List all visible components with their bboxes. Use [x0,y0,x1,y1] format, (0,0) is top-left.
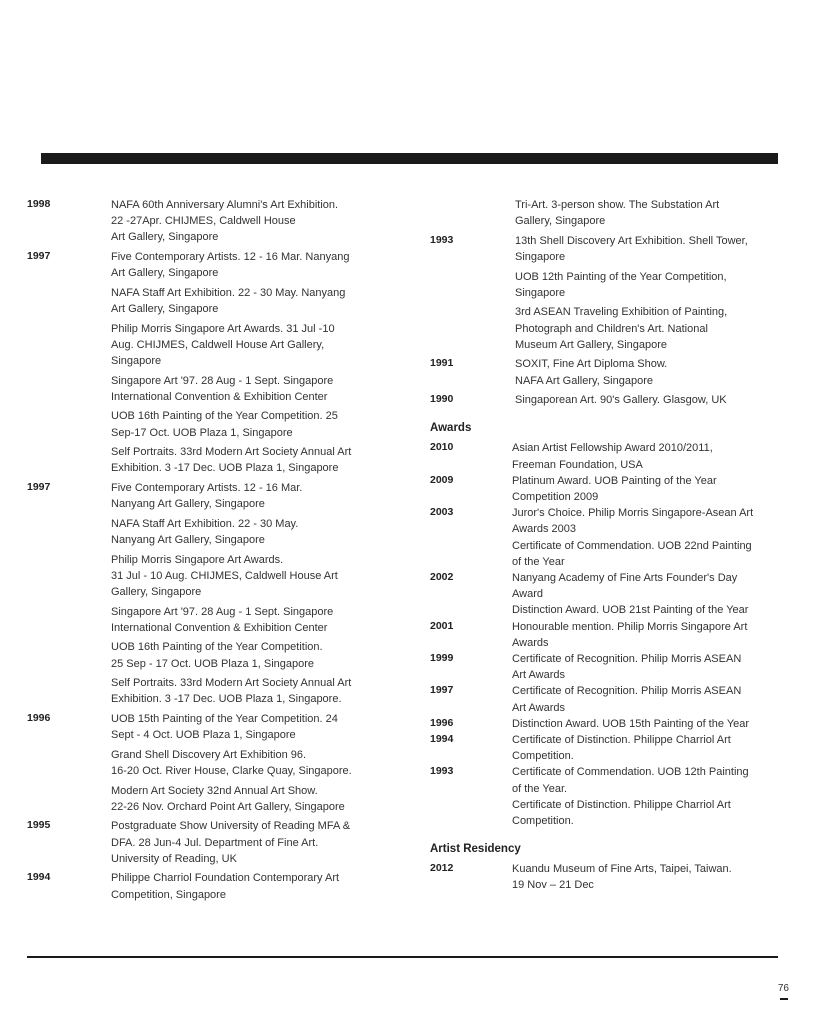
page-number-underline [780,998,788,1000]
exhibition-item: Singapore Art '97. 28 Aug - 1 Sept. Singapore International Convention & Exhibition Center [111,605,334,634]
exhibition-item: UOB 16th Painting of the Year Competition. 25 Sep - 17 Oct. UOB Plaza 1, Singapore [111,641,323,670]
exhibition-entry [430,356,780,388]
entry-year: 2012 [430,862,454,875]
exhibition-item: Grand Shell Discovery Art Exhibition 96. 16-20 Oct. River House, Clarke Quay, Singapore. [111,748,352,777]
awards-heading: Awards [430,422,472,435]
entry-year: 1996 [430,716,454,729]
exhibition-item: UOB 15th Painting of the Year Competition. 24 Sept - 4 Oct. UOB Plaza 1, Singapore [111,712,338,742]
award-entry [430,764,780,829]
exhibition-item: UOB 16th Painting of the Year Competition. 25 Sep-17 Oct. UOB Plaza 1, Singapore [111,410,338,439]
exhibition-entry [430,392,780,408]
award-entry [430,651,780,683]
entry-year: 1994 [27,871,51,884]
exhibition-entry [430,233,780,353]
exhibition-item: Self Portraits. 33rd Modern Art Society Annual Art Exhibition. 3 -17 Dec. UOB Plaza 1, Singapore [111,446,352,475]
entry-year: 1994 [430,733,454,746]
award-item: Nanyang Academy of Fine Arts Founder's Day Award [512,572,738,601]
right-column [430,197,780,894]
entry-year: 1997 [27,480,51,493]
exhibition-item: Philip Morris Singapore Art Awards. 31 Jul - 10 Aug. CHIJMES, Caldwell House Art Gallery, Singapore [111,553,338,598]
exhibition-item: Singapore Art '97. 28 Aug - 1 Sept. Singapore International Convention & Exhibition Center [111,374,334,403]
exhibition-item: Modern Art Society 32nd Annual Art Show. 22-26 Nov. Orchard Point Art Gallery, Singapore [111,784,345,813]
exhibition-item: Postgraduate Show University of Reading MFA & DFA. 28 Jun-4 Jul. Department of Fine Art. University of Reading, UK [111,820,351,865]
entry-year: 1998 [27,198,51,210]
award-item: Distinction Award. UOB 21st Painting of the Year [512,604,749,617]
award-entry [430,716,780,732]
header-bar [41,153,778,164]
entry-year: 1990 [430,393,454,406]
exhibition-item: Five Contemporary Artists. 12 - 16 Mar. Nanyang Art Gallery, Singapore [111,481,303,511]
award-entry [430,505,780,570]
entry-year: 2003 [430,506,454,519]
entry-year: 2001 [430,619,454,632]
page-number: 76 [777,983,789,994]
left-column [27,197,382,906]
award-item: Asian Artist Fellowship Award 2010/2011, Freeman Foundation, USA [512,442,713,471]
award-item: Platinum Award. UOB Painting of the Year Competition 2009 [512,474,717,503]
entry-year: 1997 [430,684,454,697]
award-item: Certificate of Distinction. Philippe Charriol Art Competition. [512,734,731,763]
entry-year: 1993 [430,765,454,778]
entry-year: 1997 [27,250,51,262]
entry-year: 2002 [430,571,454,584]
award-item: Certificate of Recognition. Philip Morris ASEAN Art Awards [512,653,742,682]
exhibition-entry [27,818,382,867]
exhibition-item: 3rd ASEAN Traveling Exhibition of Painting, Photograph and Children's Art. National Museum Art Gallery, Singapore [515,306,728,351]
entry-year: 1999 [430,652,454,665]
award-entry [430,732,780,764]
exhibition-entry [27,870,382,902]
exhibition-item: Self Portraits. 33rd Modern Art Society Annual Art Exhibition. 3 -17 Dec. UOB Plaza 1, Singapore. [111,677,352,706]
exhibition-item: NAFA 60th Anniversary Alumni's Art Exhibition. 22 -27Apr. CHIJMES, Caldwell House Art Gallery, Singapore [111,199,339,244]
entry-year: 1991 [430,357,454,370]
exhibition-entry [27,480,382,708]
entry-year: 2009 [430,473,454,486]
exhibition-entry [27,249,382,477]
entry-year: 1993 [430,233,454,246]
award-entry [430,473,780,505]
footer-rule [27,956,778,958]
entry-year: 2010 [430,441,454,454]
award-entry [430,440,780,472]
award-entry [430,619,780,651]
award-item: Honourable mention. Philip Morris Singapore Art Awards [512,620,748,649]
exhibition-item: Tri-Art. 3-person show. The Substation Art Gallery, Singapore [515,199,720,228]
entry-year: 1995 [27,819,51,832]
exhibition-item: Singaporean Art. 90's Gallery. Glasgow, UK [515,394,727,407]
residency-heading: Artist Residency [430,843,521,856]
residency-entry [430,861,780,893]
exhibition-entry [430,197,780,229]
exhibition-item: NAFA Staff Art Exhibition. 22 - 30 May. Nanyang Art Gallery, Singapore [111,286,346,315]
award-item: Certificate of Commendation. UOB 22nd Painting of the Year [512,539,752,568]
exhibition-item: 13th Shell Discovery Art Exhibition. Shell Tower, Singapore [515,234,748,263]
residency-item: Kuandu Museum of Fine Arts, Taipei, Taiwan. 19 Nov – 21 Dec [512,863,732,892]
award-entry [430,683,780,715]
exhibition-item: Five Contemporary Artists. 12 - 16 Mar. Nanyang Art Gallery, Singapore [111,251,350,280]
entry-year: 1996 [27,711,51,724]
award-entry [430,570,780,619]
exhibition-item: Philippe Charriol Foundation Contemporary Art Competition, Singapore [111,872,340,901]
award-item: Distinction Award. UOB 15th Painting of the Year [512,717,750,730]
exhibition-item: SOXIT, Fine Art Diploma Show. NAFA Art Gallery, Singapore [515,358,668,387]
exhibition-item: Philip Morris Singapore Art Awards. 31 Jul -10 Aug. CHIJMES, Caldwell House Art Gallery, Singapore [111,322,335,367]
exhibition-item: NAFA Staff Art Exhibition. 22 - 30 May. Nanyang Art Gallery, Singapore [111,517,299,546]
award-item: Juror's Choice. Philip Morris Singapore-Asean Art Awards 2003 [512,507,754,536]
exhibition-entry [27,197,382,246]
exhibition-item: UOB 12th Painting of the Year Competition, Singapore [515,270,727,299]
award-item: Certificate of Commendation. UOB 12th Painting of the Year. [512,766,749,795]
award-item: Certificate of Distinction. Philippe Charriol Art Competition. [512,798,731,828]
exhibition-entry [27,711,382,815]
award-item: Certificate of Recognition. Philip Morris ASEAN Art Awards [512,685,742,714]
